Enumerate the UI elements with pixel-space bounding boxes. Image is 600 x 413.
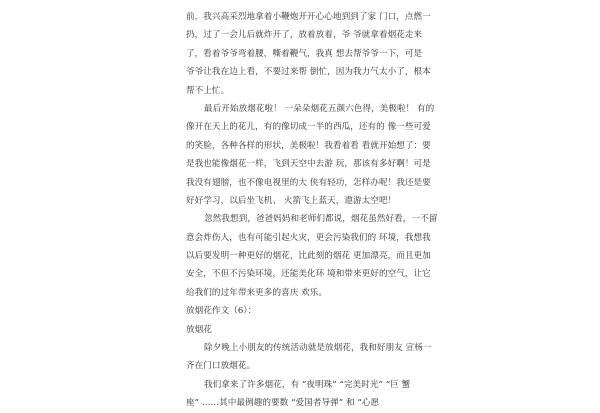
text-line: 了，看着爷爷弯着腰，嘶着鞭气，我真 想去帮爷爷一下，可是 <box>186 48 423 59</box>
text-line: 是我也能像烟花一样，飞到天空中去游 玩，那该有多好啊！可是 <box>186 159 431 170</box>
text-line: 除夕晚上小朋友的传统活动就是放烟花，我和好朋友 宣杨一 <box>204 343 432 354</box>
text-line: 好好学习，以后坐飞机、 火箭飞上蓝天，遨游太空吧！ <box>186 195 397 206</box>
text-line: 最后开始放烟花啦！ 一朵朵烟花五颜六色得，美极啦！ 有的 <box>204 103 435 114</box>
text-line: 座” ……其中最例趣的要数 “爱国者导弹” 和 “心愿 <box>186 398 380 409</box>
text-line: 意会炸伤人，也有可能引起火灾，更会污染我们的 环境，我想我 <box>186 232 431 243</box>
text-line: 忽然我想到，爸爸妈妈和老师们都说，烟花虽然好看，一不留 <box>204 214 438 225</box>
text-line: 放烟花作文（6）： <box>186 306 257 317</box>
text-line: 以后要发明一种更好的烟花，比此刻的烟花 更加漂亮，而且更加 <box>186 251 431 262</box>
text-line: 帮不上忙。 <box>186 85 230 96</box>
essay-text <box>186 8 438 413</box>
text-line: 爷爷让我在边上看，不要过来帮 倒忙，因为我力气太小了，根本 <box>186 67 431 78</box>
text-line: 放烟花 <box>186 324 212 335</box>
text-line: 给我们的过年带来更多的喜庆 欢乐。 <box>186 287 328 298</box>
text-line: 我没有翅膀，也不像电视里的大 侠有轻功，怎样办呢！我还是要 <box>186 177 431 188</box>
text-line: 安全，不但不污染环境，还能美化环 境和带来更好的空气，让它 <box>186 269 431 280</box>
text-line: 像开在天上的花儿，有的像切成一半的西瓜，还有的 像一些可爱 <box>186 122 431 133</box>
text-line: 齐在门口放烟花。 <box>186 361 256 372</box>
text-line: 的笑脸，各种各样的形状，美极啦！我看着看 看就开始想了：要 <box>186 140 431 151</box>
text-line: 我们拿来了许多烟花，有 “夜明珠” “完美时光” “巨 蟹 <box>204 379 411 390</box>
text-line: 前，我兴高采烈地拿着小鞭炮开开心心地到到了家 门口，点燃一 <box>186 12 431 22</box>
text-line: 扔，过了一会儿后就炸开了，放着放着，爷 爷就拿着烟花走来 <box>186 30 423 41</box>
